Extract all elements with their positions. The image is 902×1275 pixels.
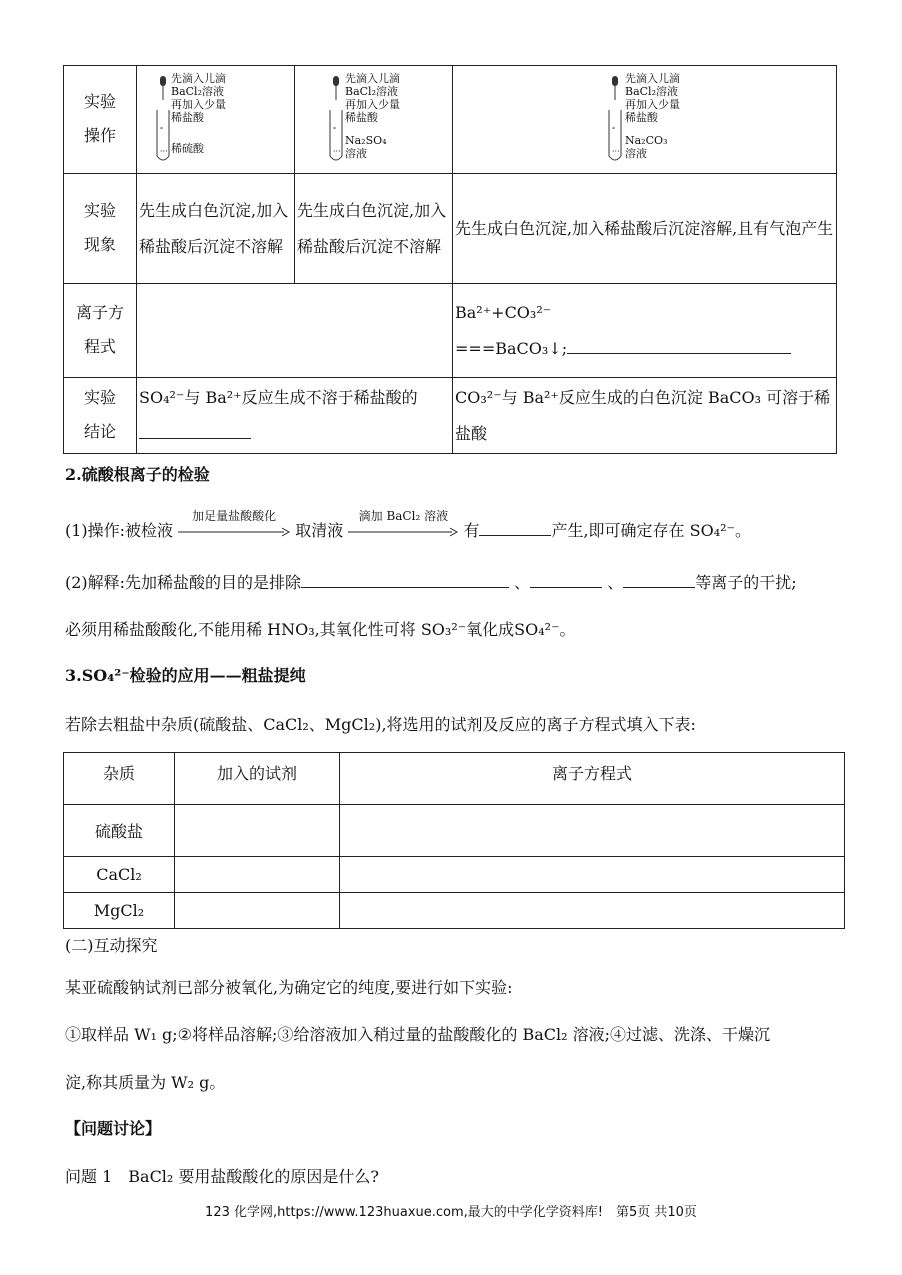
tube3-bottom-text: Na₂CO₃ 溶液 [625,133,668,160]
svg-text:°: ° [612,126,615,134]
impurity-cell: 硫酸盐 [64,805,175,857]
eq-cell-12 [137,284,453,378]
answer-blank[interactable] [479,521,551,536]
impurity-cell: CaCl₂ [64,857,175,893]
reagent-input[interactable] [175,893,340,929]
arrow-icon [178,527,290,537]
question-1: 问题 1 BaCl₂ 要用盐酸酸化的原因是什么? [65,1167,380,1186]
tube-cell-2 [295,66,453,174]
section4-p1: 某亚硫酸钠试剂已部分被氧化,为确定它的纯度,要进行如下实验: [65,978,513,997]
header-equation: 离子方程式 [340,753,845,805]
tube-diagram-3 [453,68,836,172]
answer-blank[interactable] [623,573,695,588]
table-row [64,805,845,857]
header-reagent: 加入的试剂 [175,753,340,805]
reagent-input[interactable] [175,805,340,857]
tube3-top-text: 先滴入儿滴 BaCl₂溶液 再加入少量 稀盐酸 [625,71,680,124]
tube-cell-3 [453,66,837,174]
label-phenomenon: 实验现象 [64,174,137,284]
row-phenomenon [64,174,837,284]
eq-cell-3: Ba²⁺+CO₃²⁻ ===BaCO₃↓; [453,284,837,378]
row-operation [64,66,837,174]
section2-title: 2.硫酸根离子的检验 [65,465,210,484]
tube-diagram-2 [295,68,452,172]
arrow-1: 加足量盐酸酸化 [178,522,290,541]
svg-text:···: ··· [333,146,341,156]
table-row [64,893,845,929]
equation-input[interactable] [340,805,845,857]
explain-line-2: 必须用稀盐酸酸化,不能用稀 HNO₃,其氧化性可将 SO₃²⁻氧化成SO₄²⁻。 [65,620,576,639]
tube-diagram-1 [137,68,294,172]
tube2-bottom-text: Na₂SO₄ 溶液 [345,133,387,160]
section3-intro: 若除去粗盐中杂质(硫酸盐、CaCl₂、MgCl₂),将选用的试剂及反应的离子方程式填入下表: [65,715,696,734]
section3-title: 3.SO₄²⁻检验的应用——粗盐提纯 [65,666,306,685]
arrow-2: 滴加 BaCl₂ 溶液 [348,522,458,541]
phen-cell-2: 先生成白色沉淀,加入稀盐酸后沉淀不溶解 [295,174,453,284]
label-equation: 离子方程式 [64,284,137,378]
answer-blank[interactable] [567,339,791,354]
conc-cell-12: SO₄²⁻与 Ba²⁺反应生成不溶于稀盐酸的 [137,378,453,454]
section4-p3: 淀,称其质量为 W₂ g。 [65,1073,226,1092]
experiment-table [63,65,837,454]
svg-text:°: ° [333,126,336,134]
label-operation: 实验操作 [64,66,137,174]
header-impurity: 杂质 [64,753,175,805]
row-conclusion [64,378,837,454]
answer-blank[interactable] [530,573,602,588]
answer-blank[interactable] [139,424,251,439]
svg-text:···: ··· [160,146,168,156]
tube2-top-text: 先滴入儿滴 BaCl₂溶液 再加入少量 稀盐酸 [345,71,400,124]
svg-text:···: ··· [612,146,620,156]
impurity-cell: MgCl₂ [64,893,175,929]
answer-blank[interactable] [301,573,509,588]
equation-input[interactable] [340,893,845,929]
phen-cell-3: 先生成白色沉淀,加入稀盐酸后沉淀溶解,且有气泡产生 [453,174,837,284]
row-equation [64,284,837,378]
arrow-icon [348,527,458,537]
explain-line: (2)解释:先加稀盐酸的目的是排除 、 、 等离子的干扰; [65,573,797,592]
reagent-input[interactable] [175,857,340,893]
svg-text:°: ° [160,126,163,134]
label-conclusion: 实验结论 [64,378,137,454]
equation-input[interactable] [340,857,845,893]
impurity-table [63,752,845,929]
section4-title: (二)互动探究 [65,936,158,955]
discussion-heading: 【问题讨论】 [65,1119,162,1138]
page-footer: 123 化学网,https://www.123huaxue.com,最大的中学化学资料库! 第5页 共10页 [205,1205,697,1220]
conc-cell-3: CO₃²⁻与 Ba²⁺反应生成的白色沉淀 BaCO₃ 可溶于稀盐酸 [453,378,837,454]
phen-cell-1: 先生成白色沉淀,加入稀盐酸后沉淀不溶解 [137,174,295,284]
header-row [64,753,845,805]
table-row [64,857,845,893]
tube1-bottom-text: 稀硫酸 [171,141,204,155]
tube1-top-text: 先滴入儿滴 BaCl₂溶液 再加入少量 稀盐酸 [171,71,226,124]
tube-cell-1 [137,66,295,174]
operation-line: (1)操作:被检液 加足量盐酸酸化 取清液 滴加 BaCl₂ 溶液 有 产生,即可确定存在 SO₄²⁻。 [65,509,751,540]
section4-p2: ①取样品 W₁ g;②将样品溶解;③给溶液加入稍过量的盐酸酸化的 BaCl₂ 溶液;④过滤、洗涤、干燥沉 [65,1025,771,1044]
